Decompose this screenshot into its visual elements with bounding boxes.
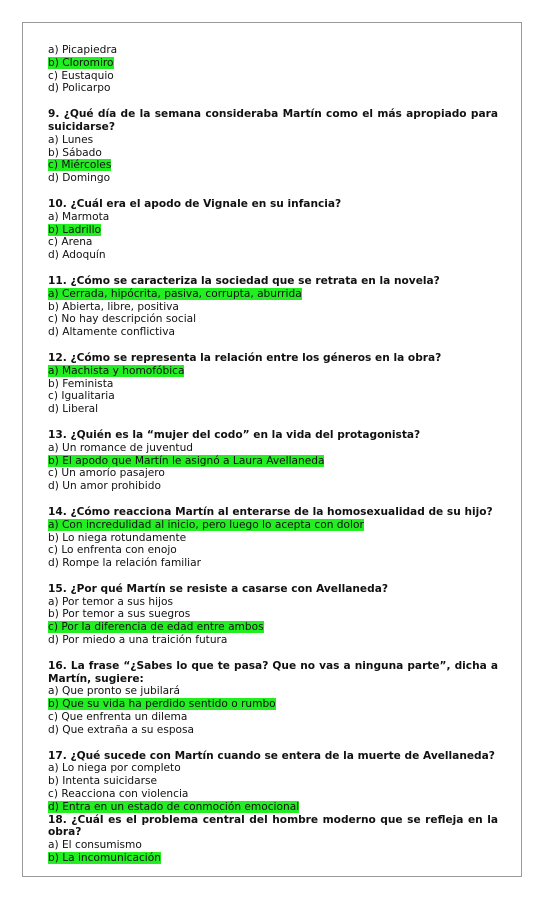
answer-option	[48, 44, 498, 57]
correct-answer-highlight: c) Miércoles	[48, 159, 112, 172]
answer-option-text: c) Un amorío pasajero	[48, 467, 165, 480]
answer-option	[48, 365, 498, 378]
answer-option	[48, 596, 498, 609]
answer-option	[48, 698, 498, 711]
answer-option-text: d) Adoquín	[48, 249, 106, 262]
answer-option	[48, 134, 498, 147]
correct-answer-highlight: b) Que su vida ha perdido sentido o rumbo	[48, 698, 276, 711]
question-title: 9. ¿Qué día de la semana consideraba Martín como el más apropiado para suicidarse?	[48, 108, 498, 133]
answer-option	[48, 236, 498, 249]
answer-option-text: d) Liberal	[48, 403, 99, 416]
answer-option	[48, 532, 498, 545]
answer-option-text: d) Que extraña a su esposa	[48, 723, 195, 736]
answer-option-text: c) No hay descripción social	[48, 313, 197, 326]
answer-option-text: b) Por temor a sus suegros	[48, 608, 191, 621]
question-title: 13. ¿Quién es la “mujer del codo” en la vida del protagonista?	[48, 428, 421, 441]
question-title: 18. ¿Cuál es el problema central del hombre moderno que se refleja en la obra?	[48, 813, 498, 839]
answer-option	[48, 557, 498, 570]
question-block	[48, 352, 498, 416]
answer-option-text: a) Un romance de juventud	[48, 441, 194, 454]
answer-option	[48, 852, 498, 865]
answer-option	[48, 313, 498, 326]
correct-answer-highlight: a) Cerrada, hipócrita, pasiva, corrupta, aburrida	[48, 287, 302, 300]
answer-option	[48, 70, 498, 83]
correct-answer-highlight: d) Entra en un estado de conmoción emocional	[48, 800, 300, 813]
answer-option	[48, 544, 498, 557]
question-block	[48, 506, 498, 570]
answer-option	[48, 403, 498, 416]
answer-option-text: d) Policarpo	[48, 82, 111, 95]
quiz-content	[48, 44, 498, 865]
correct-answer-highlight: a) Con incredulidad al inicio, pero luego lo acepta con dolor	[48, 518, 364, 531]
correct-answer-highlight: b) La incomunicación	[48, 852, 161, 865]
answer-option	[48, 634, 498, 647]
correct-answer-highlight: b) Cloromiro	[48, 56, 114, 69]
answer-option	[48, 801, 498, 814]
answer-option-text: b) Sábado	[48, 146, 102, 159]
answer-option-text: b) Intenta suicidarse	[48, 775, 158, 788]
correct-answer-highlight: a) Machista y homofóbica	[48, 364, 185, 377]
question-8-options	[48, 44, 498, 95]
answer-option-text: a) Lunes	[48, 133, 94, 146]
answer-option-text: a) Marmota	[48, 210, 110, 223]
question-title: 10. ¿Cuál era el apodo de Vignale en su infancia?	[48, 197, 342, 210]
answer-option-text: c) Reacciona con violencia	[48, 788, 189, 801]
answer-option-text: a) Por temor a sus hijos	[48, 595, 173, 608]
question-title: 11. ¿Cómo se caracteriza la sociedad que se retrata en la novela?	[48, 274, 440, 287]
question-block	[48, 814, 498, 865]
answer-option-text: c) Que enfrenta un dilema	[48, 711, 188, 724]
answer-option	[48, 390, 498, 403]
answer-option	[48, 147, 498, 160]
answer-option	[48, 711, 498, 724]
question-title: 14. ¿Cómo reacciona Martín al enterarse de la homosexualidad de su hijo?	[48, 505, 493, 518]
answer-option	[48, 326, 498, 339]
answer-option	[48, 608, 498, 621]
answer-option-text: a) Lo niega por completo	[48, 762, 181, 775]
correct-answer-highlight: c) Por la diferencia de edad entre ambos	[48, 621, 264, 634]
answer-option	[48, 788, 498, 801]
question-block	[48, 198, 498, 262]
answer-option-text: a) El consumismo	[48, 839, 142, 852]
answer-option	[48, 301, 498, 314]
answer-option	[48, 159, 498, 172]
answer-option-text: d) Rompe la relación familiar	[48, 557, 201, 570]
answer-option-text: b) Abierta, libre, positiva	[48, 300, 179, 313]
correct-answer-highlight: b) Ladrillo	[48, 223, 102, 236]
answer-option-text: c) Igualitaria	[48, 390, 115, 403]
answer-option	[48, 211, 498, 224]
answer-option	[48, 480, 498, 493]
answer-option	[48, 172, 498, 185]
answer-option	[48, 82, 498, 95]
answer-option-text: d) Altamente conflictiva	[48, 326, 175, 339]
answer-option	[48, 839, 498, 852]
question-block	[48, 275, 498, 339]
answer-option	[48, 442, 498, 455]
answer-option-text: c) Arena	[48, 236, 93, 249]
answer-option-text: a) Que pronto se jubilará	[48, 685, 180, 698]
answer-option	[48, 762, 498, 775]
answer-option	[48, 621, 498, 634]
answer-option	[48, 378, 498, 391]
answer-option-text: d) Domingo	[48, 172, 111, 185]
question-block	[48, 108, 498, 185]
answer-option	[48, 685, 498, 698]
question-title: 16. La frase “¿Sabes lo que te pasa? Que no vas a ninguna parte”, dicha a Martín, sugiere:	[48, 659, 498, 685]
answer-option	[48, 57, 498, 70]
answer-option-text: b) Feminista	[48, 377, 114, 390]
answer-option	[48, 519, 498, 532]
answer-option	[48, 455, 498, 468]
answer-option	[48, 724, 498, 737]
question-title: 15. ¿Por qué Martín se resiste a casarse con Avellaneda?	[48, 582, 388, 595]
question-block	[48, 660, 498, 737]
answer-option	[48, 288, 498, 301]
answer-option-text: d) Un amor prohibido	[48, 480, 161, 493]
answer-option	[48, 249, 498, 262]
question-title: 12. ¿Cómo se representa la relación entre los géneros en la obra?	[48, 351, 442, 364]
question-block	[48, 429, 498, 493]
correct-answer-highlight: b) El apodo que Martín le asignó a Laura Avellaneda	[48, 454, 325, 467]
answer-option	[48, 775, 498, 788]
answer-option-text: b) Lo niega rotundamente	[48, 531, 187, 544]
question-title: 17. ¿Qué sucede con Martín cuando se entera de la muerte de Avellaneda?	[48, 749, 495, 762]
answer-option	[48, 224, 498, 237]
answer-option-text: a) Picapiedra	[48, 44, 118, 56]
answer-option-text: c) Lo enfrenta con enojo	[48, 544, 177, 557]
question-block	[48, 750, 498, 814]
question-block	[48, 583, 498, 647]
answer-option	[48, 467, 498, 480]
answer-option-text: d) Por miedo a una traición futura	[48, 634, 228, 647]
answer-option-text: c) Eustaquio	[48, 69, 114, 82]
